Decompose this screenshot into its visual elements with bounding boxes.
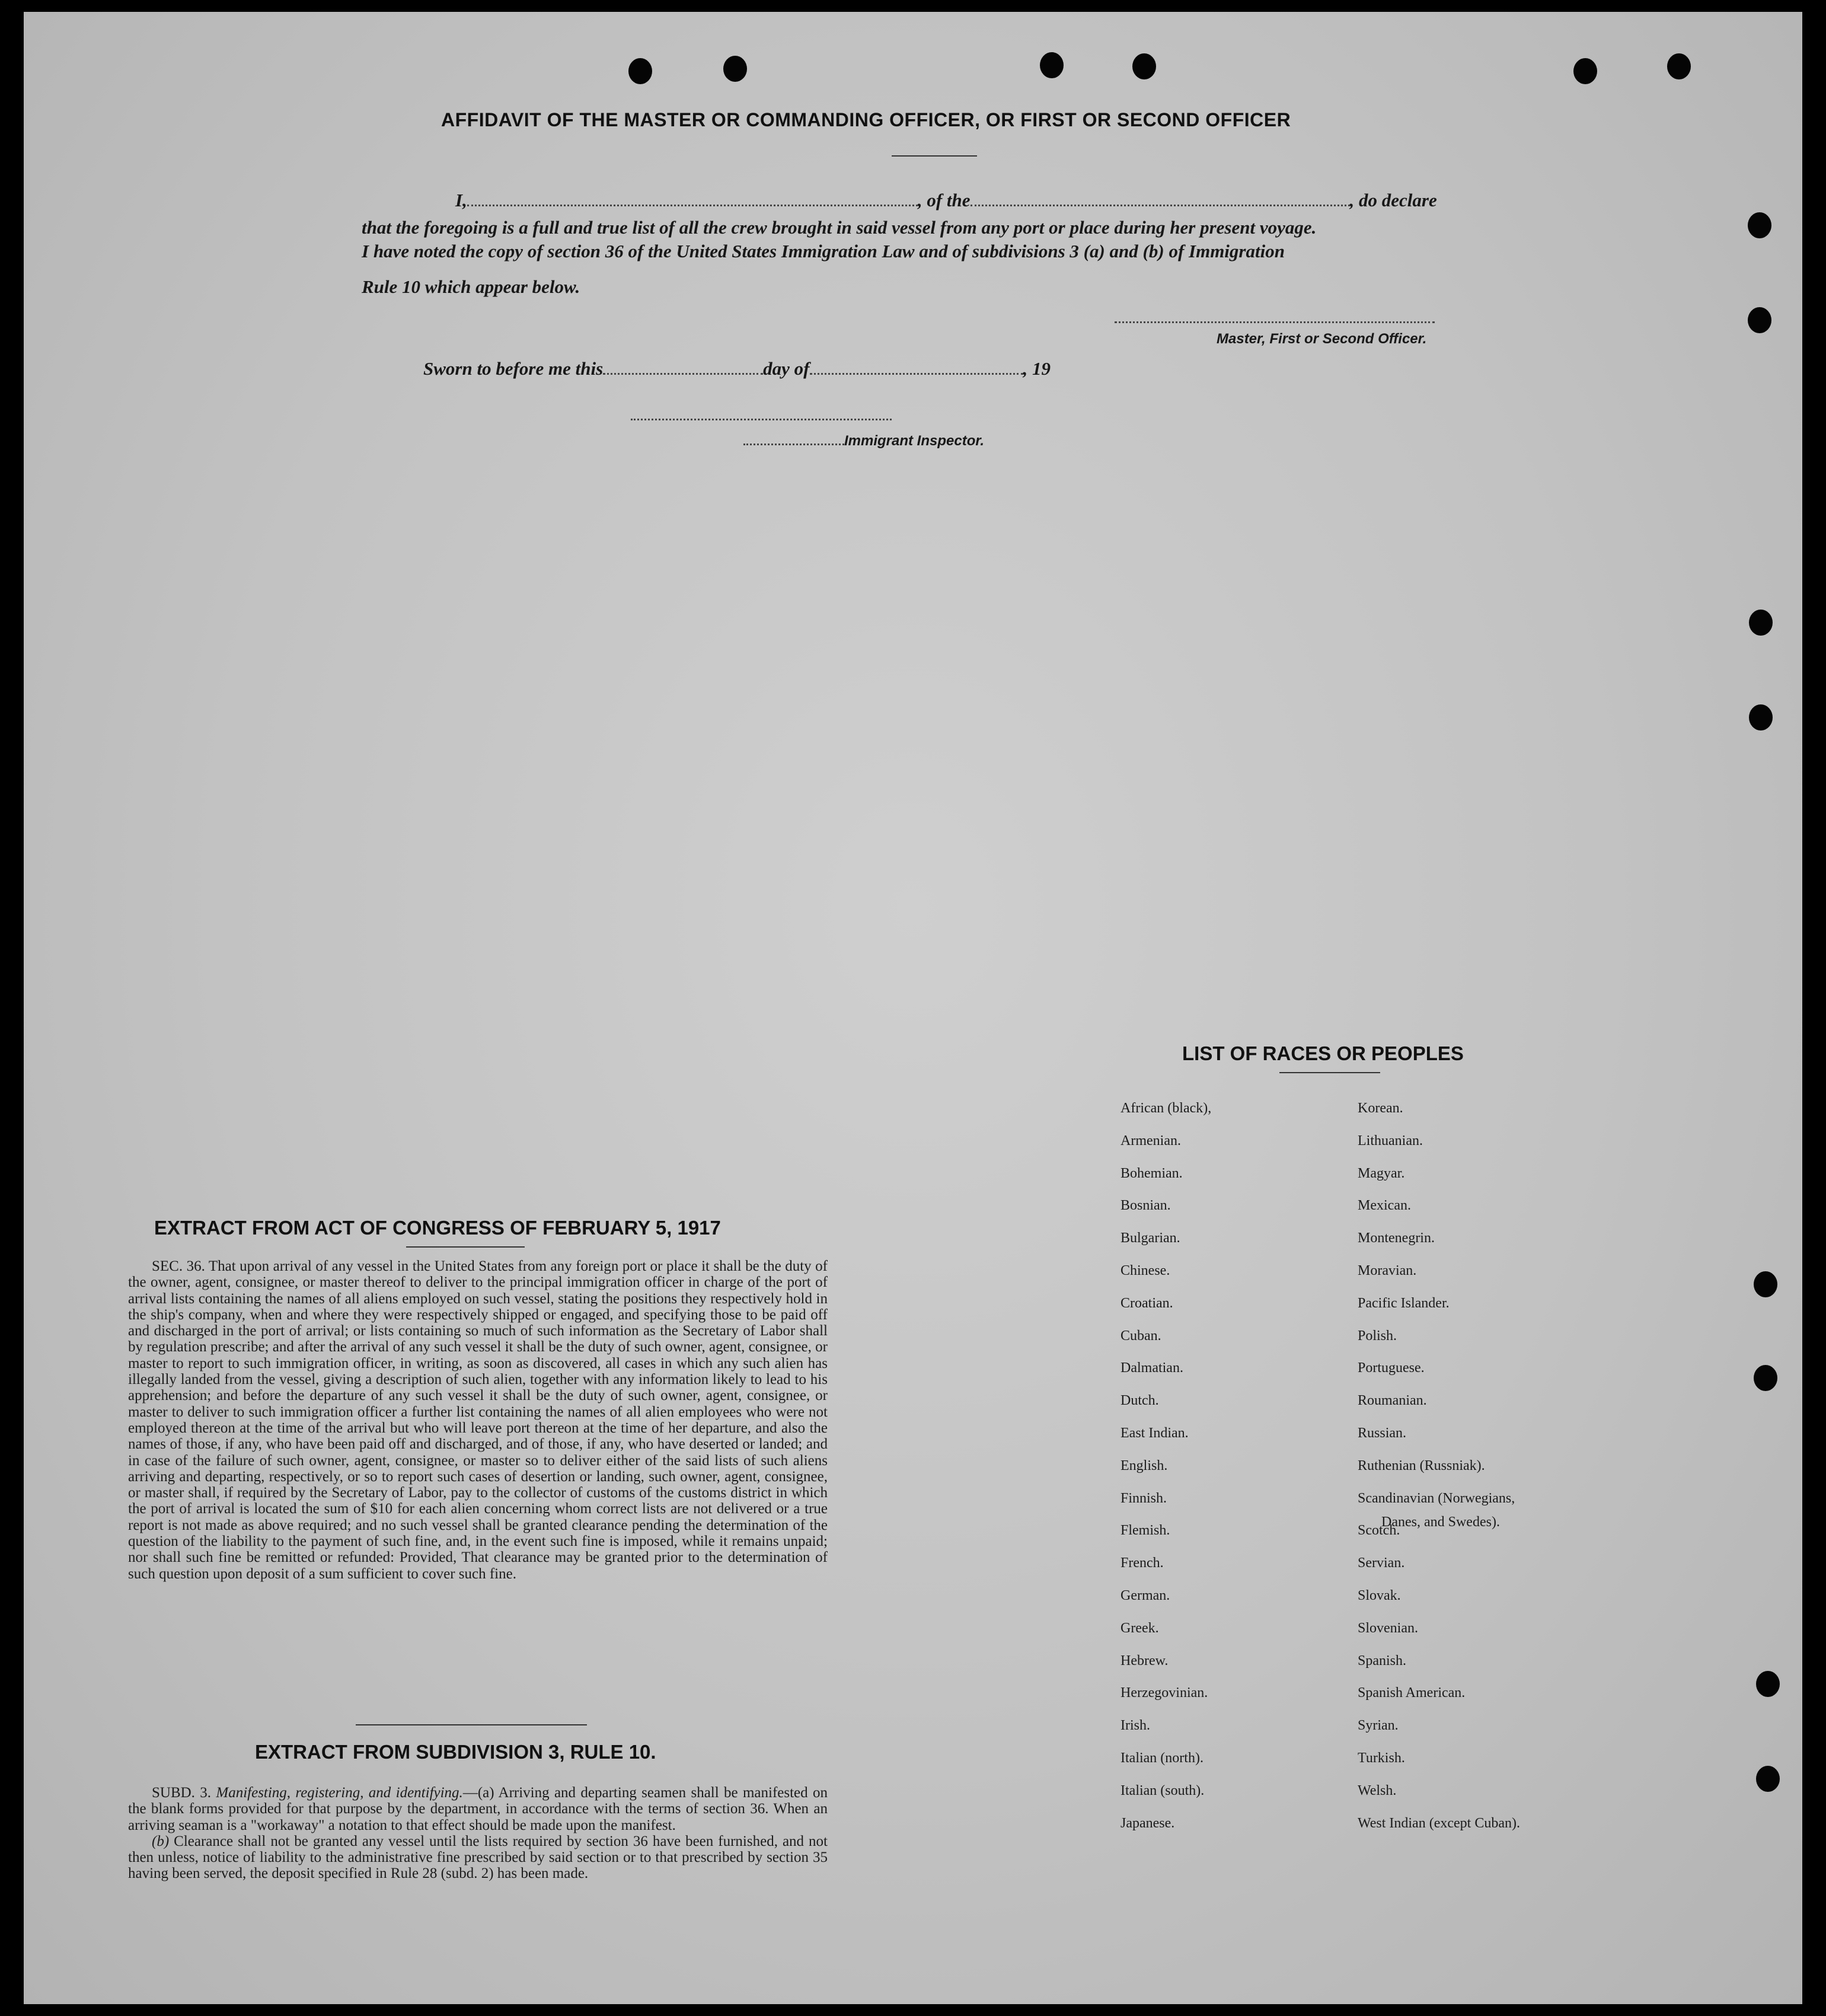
race-right-item: Scotch. <box>1358 1523 1400 1539</box>
race-left-item: Dalmatian. <box>1120 1360 1183 1376</box>
race-right-item: Magyar. <box>1358 1165 1405 1181</box>
rule-10-para-a <box>128 1785 828 1833</box>
month-blank <box>810 360 1023 375</box>
punch-hole <box>1132 53 1156 79</box>
race-right-item: Russian. <box>1358 1425 1407 1441</box>
race-right-item: Scandinavian (Norwegians, <box>1358 1490 1515 1506</box>
divider <box>892 155 977 157</box>
race-left-item: French. <box>1120 1555 1164 1571</box>
inspector-signature-label <box>743 433 984 449</box>
punch-hole <box>1756 1766 1780 1792</box>
punch-hole <box>1667 53 1691 79</box>
race-left-item: Cuban. <box>1120 1328 1161 1344</box>
race-left-item: German. <box>1120 1588 1170 1603</box>
punch-hole <box>1748 307 1771 333</box>
punch-hole <box>1754 1271 1777 1297</box>
race-right-item: Lithuanian. <box>1358 1133 1423 1149</box>
year-label: , 19 <box>1023 358 1051 379</box>
race-left-item: Chinese. <box>1120 1263 1170 1278</box>
affidavit-line-2: that the foregoing is a full and true list of all the crew brought in said vessel from any port or place during her present voyage. <box>362 217 1317 238</box>
race-right-item: Welsh. <box>1358 1782 1397 1798</box>
race-left-item: Hebrew. <box>1120 1653 1169 1669</box>
sworn-line <box>423 358 1051 379</box>
divider <box>1279 1072 1380 1073</box>
race-right-item: Spanish. <box>1358 1653 1407 1669</box>
punch-hole <box>1754 1365 1777 1391</box>
document-page <box>24 12 1802 2004</box>
punch-hole <box>628 58 652 84</box>
race-left-item: Japanese. <box>1120 1815 1175 1831</box>
race-left-item: Bosnian. <box>1120 1198 1171 1214</box>
divider <box>406 1246 525 1248</box>
vessel-blank <box>971 192 1350 206</box>
race-right-item: Syrian. <box>1358 1718 1399 1734</box>
punch-hole <box>1756 1671 1780 1697</box>
race-left-item: Italian (south). <box>1120 1782 1205 1798</box>
race-right-item: West Indian (except Cuban). <box>1358 1815 1520 1831</box>
race-left-item: Dutch. <box>1120 1393 1159 1409</box>
race-left-item: Bohemian. <box>1120 1165 1183 1181</box>
day-blank <box>603 360 763 375</box>
extract-rule-title: EXTRACT FROM SUBDIVISION 3, RULE 10. <box>255 1741 656 1763</box>
race-right-item: Mexican. <box>1358 1198 1411 1214</box>
subd-a-body: —(a) Arriving and departing seamen shall be manifested on the blank forms provided for that purpose by the department, in accordance with the terms of section 36. When an arriving seaman is a "workaway" a notation to that effect should be made upon the manifest. <box>128 1785 828 1833</box>
race-right-item: Montenegrin. <box>1358 1230 1435 1246</box>
inspector-signature-blank <box>631 406 892 420</box>
race-left-item: Croatian. <box>1120 1295 1173 1311</box>
section-36-text <box>128 1258 828 1582</box>
race-left-item: African (black), <box>1120 1100 1212 1116</box>
race-left-item: Irish. <box>1120 1718 1150 1734</box>
race-left-item: Finnish. <box>1120 1490 1167 1506</box>
of-the-label: , of the <box>917 190 971 210</box>
race-left-item: Flemish. <box>1120 1523 1170 1539</box>
race-right-item: Ruthenian (Russniak). <box>1358 1457 1485 1473</box>
punch-hole <box>1748 212 1771 238</box>
sworn-label: Sworn to before me this <box>423 358 604 379</box>
race-left-item: Herzegovinian. <box>1120 1685 1208 1701</box>
affidavit-title: AFFIDAVIT OF THE MASTER OR COMMANDING OFFICER, OR FIRST OR SECOND OFFICER <box>441 109 1291 130</box>
affidavit-line-1 <box>455 190 1437 211</box>
affidavit-line-3: I have noted the copy of section 36 of the United States Immigration Law and of subdivisions 3 (a) and (b) of Immigration <box>362 241 1285 261</box>
race-left-item: Italian (north). <box>1120 1750 1204 1766</box>
punch-hole <box>1749 610 1773 636</box>
punch-hole <box>1749 704 1773 731</box>
subd-b-label: (b) <box>152 1833 170 1849</box>
race-right-item: Polish. <box>1358 1328 1397 1344</box>
subd-b-body: Clearance shall not be granted any vessel until the lists required by section 36 have been furnished, and not then unless, notice of liability to the administrative fine prescribed by said section or to that prescribed by section 35 having been served, the deposit specified in Rule 28 (subd. 2) has been made. <box>128 1833 828 1882</box>
race-right-item: Portuguese. <box>1358 1360 1425 1376</box>
rule-10-text <box>128 1785 828 1882</box>
inspector-blank-short <box>743 433 844 445</box>
race-right-item: Moravian. <box>1358 1263 1417 1278</box>
race-right-item: Slovak. <box>1358 1588 1401 1603</box>
race-right-item: Servian. <box>1358 1555 1405 1571</box>
master-signature-blank <box>1115 308 1435 323</box>
affidavit-line-4: Rule 10 which appear below. <box>362 276 580 297</box>
race-right-item: Slovenian. <box>1358 1620 1418 1636</box>
extract-act-title: EXTRACT FROM ACT OF CONGRESS OF FEBRUARY 5, 1917 <box>154 1217 721 1239</box>
race-right-item: Korean. <box>1358 1100 1403 1116</box>
subd-heading: Manifesting, registering, and identifying. <box>216 1785 463 1801</box>
i-label: I, <box>455 190 467 210</box>
subd-label: SUBD. 3. <box>152 1785 212 1801</box>
day-of-label: day of <box>763 358 810 379</box>
section-36-body: SEC. 36. That upon arrival of any vessel in the United States from any foreign port or place it shall be the duty of the owner, agent, consignee, or master thereof to deliver to the principal immigration officer in charge of the port of arrival lists containing the names of all aliens employed on such vessel, stating the positions they respectively hold in the ship's company, when and where they were respectively shipped or engaged, and specifying those to be paid off and discharged in the port of arrival; or lists containing so much of such information as the Secretary of Labor shall by regulation prescribe; and after the arrival of any such vessel it shall be the duty of such owner, agent, consignee, or master to report to such immigration officer, in writing, as soon as discovered, all cases in which any such alien has illegally landed from the vessel, giving a description of such alien, together with any information likely to lead to his apprehension; and before the departure of any such vessel it shall be the duty of such owner, agent, consignee, or master to deliver to such immigration officer a further list containing the names of all alien employees who were not employed thereon at the time of the arrival but who will leave port thereon at the time of her departure, and also the names of those, if any, who have been paid off and discharged, and of those, if any, who have deserted or landed; and in case of the failure of such owner, agent, consignee, or master so to deliver either of the said lists of such aliens arriving and departing, respectively, or so to report such cases of desertion or landing, such owner, agent, consignee, or master shall, if required by the Secretary of Labor, pay to the collector of customs of the customs district in which the port of arrival is located the sum of $10 for each alien concerning whom correct lists are not delivered or a true report is not made as above required; and no such vessel shall be granted clearance pending the determination of the question of the liability to the payment of such fine, and, in the event such fine is imposed, while it remains unpaid; nor shall such fine be remitted or refunded: Provided, That clearance may be granted prior to the determination of such question upon deposit of a sum sufficient to cover such fine. <box>128 1258 828 1582</box>
punch-hole <box>1573 58 1597 84</box>
race-right-item: Roumanian. <box>1358 1393 1427 1409</box>
races-title: LIST OF RACES OR PEOPLES <box>1182 1042 1464 1064</box>
race-left-item: Bulgarian. <box>1120 1230 1180 1246</box>
race-left-item: English. <box>1120 1457 1168 1473</box>
inspector-label: Immigrant Inspector. <box>844 433 985 449</box>
rule-10-para-b <box>128 1833 828 1882</box>
master-signature-label: Master, First or Second Officer. <box>1217 331 1427 347</box>
race-left-item: Greek. <box>1120 1620 1159 1636</box>
race-left-item: East Indian. <box>1120 1425 1189 1441</box>
punch-hole <box>1040 52 1064 78</box>
race-left-item: Armenian. <box>1120 1133 1181 1149</box>
race-right-item: Turkish. <box>1358 1750 1405 1766</box>
name-blank <box>467 192 918 206</box>
race-right-item: Spanish American. <box>1358 1685 1466 1701</box>
divider <box>356 1724 587 1725</box>
do-declare-label: , do declare <box>1349 190 1437 210</box>
punch-hole <box>723 56 747 82</box>
race-right-item: Pacific Islander. <box>1358 1295 1450 1311</box>
races-right-continuation: Danes, and Swedes). <box>1381 1514 1500 1530</box>
